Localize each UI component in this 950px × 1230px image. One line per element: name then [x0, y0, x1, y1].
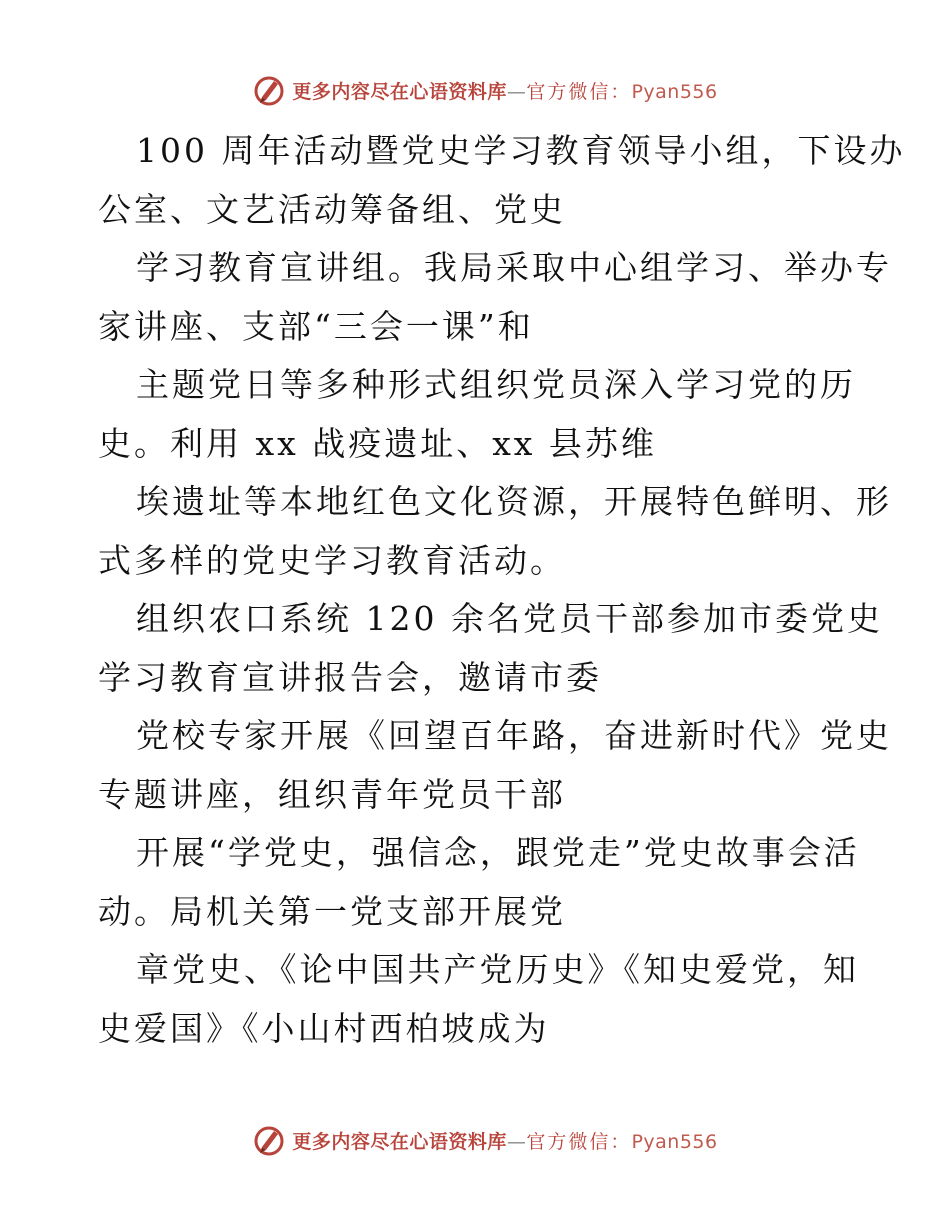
body-line: 开展“学党史，强信念，跟党走”党史故事会活 — [136, 833, 860, 872]
body-line: 史爱国》《小山村西柏坡成为 — [98, 1008, 550, 1048]
footer-wechat-id: Pyan556 — [631, 1130, 718, 1153]
brand-logo-icon — [252, 73, 286, 107]
brand-logo-icon — [252, 1123, 286, 1157]
body-line: 式多样的党史学习教育活动。 — [98, 540, 566, 580]
document-body — [98, 122, 906, 1058]
body-line: 学习教育宣讲报告会，邀请市委 — [98, 657, 602, 697]
header-separator: — — [506, 80, 527, 103]
header-brand-text: 更多内容尽在心语资料库 — [292, 80, 507, 103]
footer-text — [292, 1127, 717, 1154]
body-line: 章党史、《论中国共产党历史》《知史爱党，知 — [136, 950, 859, 989]
body-line: 主题党日等多种形式组织党员深入学习党的历 — [136, 365, 856, 404]
body-line: 组织农口系统 120 余名党员干部参加市委党史 — [136, 599, 883, 638]
footer-wechat-label: 官方微信： — [526, 1130, 632, 1153]
body-line: 专题讲座，组织青年党员干部 — [98, 774, 566, 814]
footer-banner — [0, 1120, 950, 1160]
header-banner — [0, 70, 950, 110]
body-line: 学习教育宣讲组。我局采取中心组学习、举办专 — [136, 248, 892, 287]
body-line: 公室、文艺活动筹备组、党史 — [98, 189, 566, 229]
body-line: 家讲座、支部“三会一课”和 — [98, 306, 534, 346]
header-text — [292, 77, 717, 104]
body-line: 埃遗址等本地红色文化资源，开展特色鲜明、形 — [136, 482, 892, 521]
body-line: 党校专家开展《回望百年路，奋进新时代》党史 — [136, 716, 892, 755]
footer-separator: — — [506, 1130, 527, 1153]
body-line: 动。局机关第一党支部开展党 — [98, 891, 566, 931]
header-wechat-label: 官方微信： — [526, 80, 632, 103]
header-wechat-id: Pyan556 — [631, 80, 718, 103]
body-line: 史。利用 xx 战疫遗址、xx 县苏维 — [98, 423, 657, 463]
footer-brand-text: 更多内容尽在心语资料库 — [292, 1130, 507, 1153]
body-line: 100 周年活动暨党史学习教育领导小组，下设办 — [136, 131, 906, 170]
